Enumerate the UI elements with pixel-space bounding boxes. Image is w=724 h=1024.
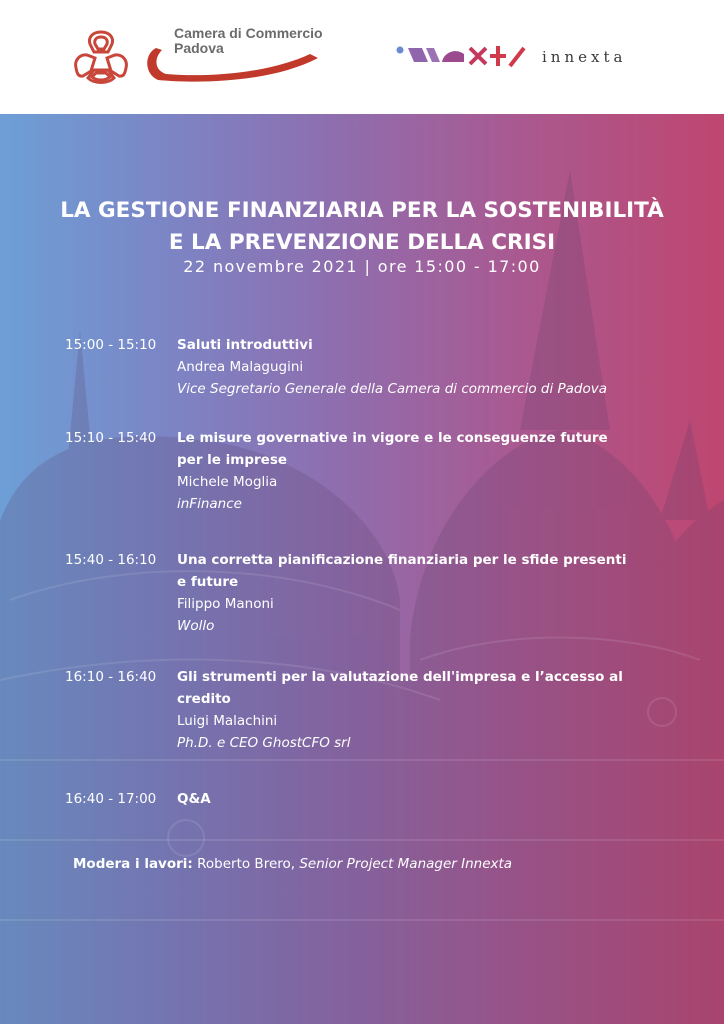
agenda-time: 15:10 - 15:40 bbox=[65, 430, 157, 446]
title-line-2: E LA PREVENZIONE DELLA CRISI bbox=[168, 230, 556, 255]
agenda-topic: Q&A bbox=[177, 791, 211, 807]
agenda-topic: Una corretta pianificazione finanziaria per le sfide presenti e future bbox=[177, 552, 627, 590]
header bbox=[0, 0, 724, 114]
moderator-label: Modera i lavori: bbox=[73, 856, 193, 872]
ccp-name-line1: Camera di Commercio bbox=[174, 25, 323, 41]
innexta-name: innexta bbox=[542, 48, 627, 66]
moderator-name: Roberto Brero, bbox=[197, 856, 296, 872]
agenda-time: 16:10 - 16:40 bbox=[65, 669, 157, 685]
agenda-speaker: Luigi Malachini bbox=[177, 713, 278, 729]
agenda-topic: Le misure governative in vigore e le conseguenze future per le imprese bbox=[177, 430, 608, 468]
agenda-topic: Gli strumenti per la valutazione dell'impresa e l’accesso al credito bbox=[177, 669, 623, 707]
agenda-time: 16:40 - 17:00 bbox=[65, 791, 157, 807]
title-line-1: LA GESTIONE FINANZIARIA PER LA SOSTENIBILITÀ bbox=[60, 198, 664, 223]
innexta-mark-icon bbox=[396, 42, 536, 72]
agenda-speaker-role: Wollo bbox=[177, 618, 215, 634]
moderator-line bbox=[73, 856, 512, 872]
ccp-name-line2: Padova bbox=[174, 40, 224, 56]
event-date-time: 22 novembre 2021 | ore 15:00 - 17:00 bbox=[183, 257, 541, 276]
agenda-speaker: Andrea Malagugini bbox=[177, 359, 304, 375]
moderator-role: Senior Project Manager Innexta bbox=[299, 856, 513, 872]
agenda-speaker-role: inFinance bbox=[177, 496, 242, 512]
event-title bbox=[0, 195, 724, 259]
agenda-speaker: Filippo Manoni bbox=[177, 596, 274, 612]
ccp-swoosh-icon bbox=[142, 44, 328, 86]
agenda-speaker-role: Vice Segretario Generale della Camera di commercio di Padova bbox=[177, 381, 608, 397]
agenda-speaker-role: Ph.D. e CEO GhostCFO srl bbox=[177, 735, 351, 751]
agenda-topic: Saluti introduttivi bbox=[177, 337, 313, 353]
agenda-speaker: Michele Moglia bbox=[177, 474, 278, 490]
camera-commercio-logo-icon bbox=[70, 28, 132, 90]
agenda-time: 15:00 - 15:10 bbox=[65, 337, 157, 353]
agenda-time: 15:40 - 16:10 bbox=[65, 552, 157, 568]
